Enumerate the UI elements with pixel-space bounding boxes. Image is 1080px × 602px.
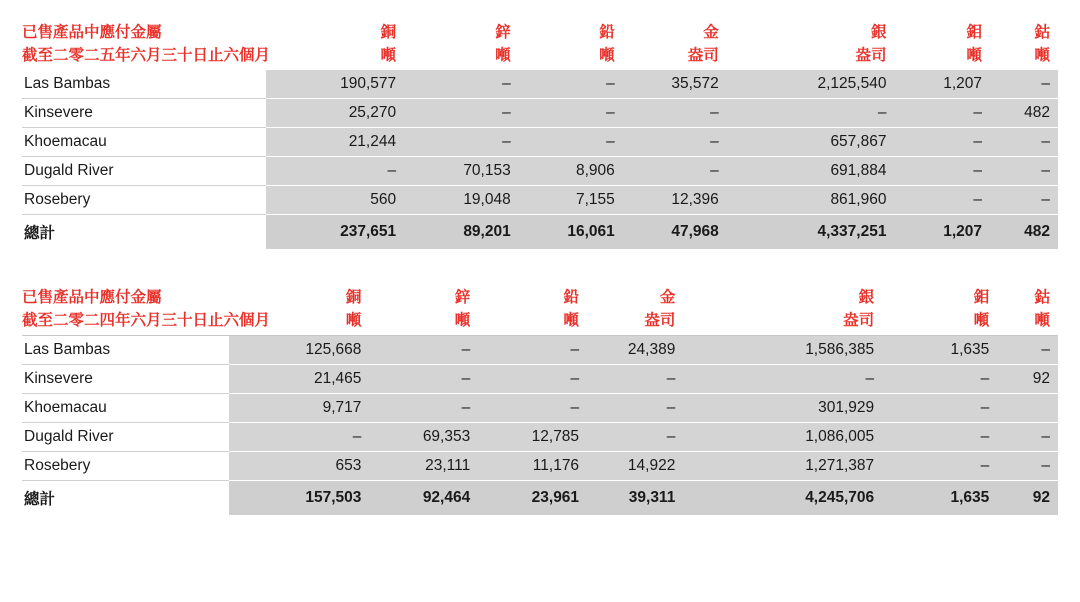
table2-col-unit-5: 噸 — [973, 312, 990, 329]
table2-row0-val0: 125,668 — [229, 336, 369, 365]
table2-subtitle: 截至二零二四年六月三十日止六個月 — [22, 312, 271, 329]
table2-row3-val3: – — [587, 423, 683, 452]
table-row — [22, 423, 1058, 452]
payable-metals-table-2025 — [22, 18, 1058, 249]
table2-total-val4: 4,245,706 — [683, 481, 882, 516]
table2-total-val3: 39,311 — [587, 481, 683, 516]
table2-row2-name: Khoemacau — [22, 394, 229, 423]
table2-col-metal-3: 金 — [659, 289, 676, 306]
table1-row3-val0: – — [266, 157, 404, 186]
table1-col-unit-1: 噸 — [495, 47, 511, 64]
table2-row1-val0: 21,465 — [229, 365, 369, 394]
table1-col-metal-3: 金 — [703, 24, 719, 41]
table1-row0-name: Las Bambas — [22, 70, 266, 99]
table2-row4-val4: 1,271,387 — [683, 452, 882, 481]
table1-row1-val3: – — [623, 99, 727, 128]
table2-row3-val2: 12,785 — [478, 423, 587, 452]
table2-row1-val3: – — [587, 365, 683, 394]
table-row — [22, 99, 1058, 128]
table1-row4-name: Rosebery — [22, 186, 266, 215]
table1-row3-val1: 70,153 — [404, 157, 519, 186]
table1-total-val0: 237,651 — [266, 215, 404, 250]
table1-total-val4: 4,337,251 — [727, 215, 895, 250]
table2-row0-name: Las Bambas — [22, 336, 229, 365]
table-gap — [22, 249, 1058, 283]
table1-header-title-row — [22, 18, 1058, 43]
table1-row2-val2: – — [519, 128, 623, 157]
table-row — [22, 157, 1058, 186]
table2-row2-val5: – — [882, 394, 997, 423]
table2-row4-val2: 11,176 — [478, 452, 587, 481]
table1-total-val6: 482 — [990, 215, 1058, 250]
table1-row3-name: Dugald River — [22, 157, 266, 186]
table1-title: 已售產品中應付金屬 — [22, 24, 162, 41]
table1-subtitle: 截至二零二五年六月三十日止六個月 — [22, 47, 271, 64]
table2-total-val1: 92,464 — [369, 481, 478, 516]
table1-col-metal-2: 鉛 — [599, 24, 615, 41]
table1-total-val2: 16,061 — [519, 215, 623, 250]
table1-row2-name: Khoemacau — [22, 128, 266, 157]
table1-row1-val1: – — [404, 99, 519, 128]
table2-row4-val1: 23,111 — [369, 452, 478, 481]
table2-row2-val4: 301,929 — [683, 394, 882, 423]
table2-row1-val5: – — [882, 365, 997, 394]
table2-row2-val0: 9,717 — [229, 394, 369, 423]
table2-row3-name: Dugald River — [22, 423, 229, 452]
table2-row4-val0: 653 — [229, 452, 369, 481]
table1-row4-val4: 861,960 — [727, 186, 895, 215]
table2-row3-val4: 1,086,005 — [683, 423, 882, 452]
table2-header-title-row — [22, 283, 1058, 308]
table2-row2-val1: – — [369, 394, 478, 423]
table1-row1-val5: – — [894, 99, 990, 128]
table1-total-val5: 1,207 — [894, 215, 990, 250]
table1-row0-val0: 190,577 — [266, 70, 404, 99]
table1-row1-val4: – — [727, 99, 895, 128]
table-row — [22, 394, 1058, 423]
table2-row0-val4: 1,586,385 — [683, 336, 882, 365]
table1-row3-val6: – — [990, 157, 1058, 186]
table2-total-val0: 157,503 — [229, 481, 369, 516]
table2-row0-val3: 24,389 — [587, 336, 683, 365]
table2-row4-name: Rosebery — [22, 452, 229, 481]
table2-col-metal-5: 鉬 — [973, 289, 990, 306]
table1-col-metal-5: 鉬 — [966, 24, 982, 41]
table1-row0-val1: – — [404, 70, 519, 99]
table1-row3-val5: – — [894, 157, 990, 186]
table2-row1-val6: 92 — [997, 365, 1058, 394]
table1-row1-val6: 482 — [990, 99, 1058, 128]
table2-row2-val3: – — [587, 394, 683, 423]
table1-row0-val6: – — [990, 70, 1058, 99]
table2-col-unit-2: 噸 — [563, 312, 580, 329]
table2-row0-val6: – — [997, 336, 1058, 365]
table-row — [22, 365, 1058, 394]
table1-row2-val1: – — [404, 128, 519, 157]
table2-row3-val6: – — [997, 423, 1058, 452]
table1-row1-val2: – — [519, 99, 623, 128]
table2-row0-val2: – — [478, 336, 587, 365]
table1-col-metal-6: 鈷 — [1034, 24, 1050, 41]
table2-row3-val0: – — [229, 423, 369, 452]
table1-total-label: 總計 — [22, 215, 266, 250]
table1-row1-name: Kinsevere — [22, 99, 266, 128]
table1-row4-val6: – — [990, 186, 1058, 215]
table1-row4-val2: 7,155 — [519, 186, 623, 215]
table2-total-val6: 92 — [997, 481, 1058, 516]
table2-row1-val2: – — [478, 365, 587, 394]
table2-col-unit-3: 盎司 — [644, 312, 676, 329]
table2-row1-val1: – — [369, 365, 478, 394]
top-spacer — [22, 0, 1058, 18]
table1-header-unit-row — [22, 43, 1058, 70]
table2-row3-val5: – — [882, 423, 997, 452]
table2-total-val2: 23,961 — [478, 481, 587, 516]
table2-row3-val1: 69,353 — [369, 423, 478, 452]
table-row — [22, 186, 1058, 215]
table1-col-metal-4: 銀 — [870, 24, 887, 41]
table1-row2-val6: – — [990, 128, 1058, 157]
table1-row0-val5: 1,207 — [894, 70, 990, 99]
table2-row1-val4: – — [683, 365, 882, 394]
table2-row2-val2: – — [478, 394, 587, 423]
table1-row4-val3: 12,396 — [623, 186, 727, 215]
table1-total-row — [22, 215, 1058, 250]
table2-total-row — [22, 481, 1058, 516]
table1-col-unit-5: 噸 — [966, 47, 982, 64]
table1-row4-val0: 560 — [266, 186, 404, 215]
table-row — [22, 336, 1058, 365]
table1-col-metal-0: 銅 — [380, 24, 397, 41]
table1-row0-val3: 35,572 — [623, 70, 727, 99]
table1-row2-val4: 657,867 — [727, 128, 895, 157]
table2-row0-val1: – — [369, 336, 478, 365]
table2-col-metal-4: 銀 — [858, 289, 875, 306]
table1-row4-val1: 19,048 — [404, 186, 519, 215]
table2-row2-val6 — [997, 394, 1058, 423]
table1-row2-val0: 21,244 — [266, 128, 404, 157]
table2-col-metal-0: 銅 — [345, 289, 362, 306]
table2-col-metal-1: 鋅 — [454, 289, 471, 306]
table2-col-unit-4: 盎司 — [843, 312, 875, 329]
table2-col-unit-6: 噸 — [1034, 312, 1050, 329]
table-row — [22, 128, 1058, 157]
table1-row3-val3: – — [623, 157, 727, 186]
table2-row4-val5: – — [882, 452, 997, 481]
table1-row2-val5: – — [894, 128, 990, 157]
table1-row4-val5: – — [894, 186, 990, 215]
table1-row0-val4: 2,125,540 — [727, 70, 895, 99]
table2-col-unit-1: 噸 — [454, 312, 471, 329]
table-row — [22, 452, 1058, 481]
table-row — [22, 70, 1058, 99]
table1-col-unit-3: 盎司 — [687, 47, 719, 64]
table2-row4-val6: – — [997, 452, 1058, 481]
table2-row0-val5: 1,635 — [882, 336, 997, 365]
table2-col-metal-6: 鈷 — [1034, 289, 1050, 306]
table1-col-unit-6: 噸 — [1034, 47, 1050, 64]
table2-col-unit-0: 噸 — [345, 312, 362, 329]
table2-total-val5: 1,635 — [882, 481, 997, 516]
table2-col-metal-2: 鉛 — [563, 289, 580, 306]
table1-row2-val3: – — [623, 128, 727, 157]
table2-row1-name: Kinsevere — [22, 365, 229, 394]
table2-row4-val3: 14,922 — [587, 452, 683, 481]
payable-metals-table-2024 — [22, 283, 1058, 515]
table1-col-unit-0: 噸 — [380, 47, 397, 64]
table1-row3-val4: 691,884 — [727, 157, 895, 186]
table1-total-val1: 89,201 — [404, 215, 519, 250]
table1-col-unit-2: 噸 — [599, 47, 615, 64]
table2-header-unit-row — [22, 308, 1058, 335]
table2-title: 已售產品中應付金屬 — [22, 289, 162, 306]
table1-col-unit-4: 盎司 — [855, 47, 887, 64]
table1-row1-val0: 25,270 — [266, 99, 404, 128]
table1-total-val3: 47,968 — [623, 215, 727, 250]
table2-total-label: 總計 — [22, 481, 229, 516]
table1-row3-val2: 8,906 — [519, 157, 623, 186]
table1-col-metal-1: 鋅 — [495, 24, 511, 41]
table1-row0-val2: – — [519, 70, 623, 99]
